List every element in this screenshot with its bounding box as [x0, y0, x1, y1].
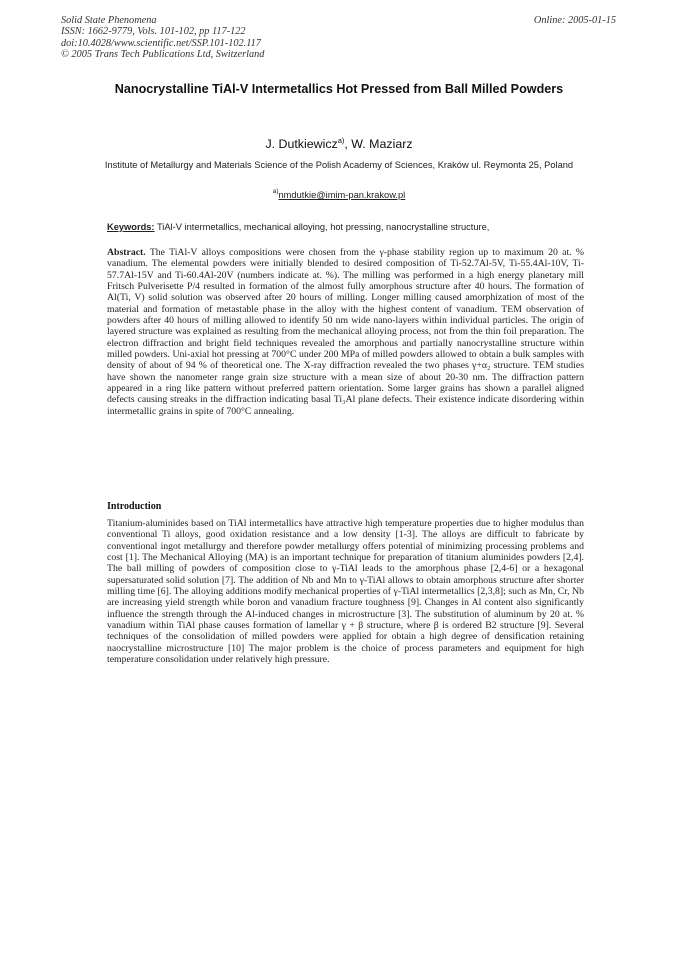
email-line: [0, 188, 678, 200]
journal-copyright: © 2005 Trans Tech Publications Ltd, Switzerland: [61, 48, 265, 60]
abstract: [107, 247, 584, 417]
email-link[interactable]: nmdutkie@imim-pan.krakow.pl: [278, 190, 406, 200]
affiliation: Institute of Metallurgy and Materials Science of the Polish Academy of Sciences, Kraków ul. Reymonta 25, Poland: [104, 160, 574, 170]
keywords-text: TiAl-V intermetallics, mechanical alloying, hot pressing, nanocrystalline structure,: [156, 222, 490, 232]
authors: [0, 136, 678, 151]
keywords: [107, 222, 577, 232]
author-1: J. Dutkiewicz: [265, 137, 338, 151]
journal-issn: ISSN: 1662-9779, Vols. 101-102, pp 117-122: [61, 26, 246, 38]
author-2: , W. Maziarz: [344, 137, 413, 151]
journal-header: [61, 15, 264, 60]
email-superscript: a): [272, 188, 279, 195]
abstract-text: The TiAl-V alloys compositions were chosen from the γ-phase stability region up to maximum 20 at. % vanadium. The elemental powders were initially blended to desired composition of Ti-52.7Al-5V, Ti-55.4Al-10V, Ti-57.7Al-15V and Ti-60.4Al-20V (numbers indicate at. %). The milling was performed in a high energy planetary mill Fritsch Pulverisette P/4 resulted in formation of the almost fully amorphous structure after 40 hours. The formation of Al(Ti, V) solid solution was observed after 20 hours of milling. Longer milling caused amorphization of most of the material and formation of metastable phase in the alloy with the highest content of vanadium. TEM observation of powders after 40 hours of milling allowed to identify 50 nm wide nano-layers within individual particles. The origin of layered structure was explained as resulting from the mechanical alloying process, not from the thin foil preparation. The electron diffraction and bright field techniques revealed the amorphous and partially nanocrystalline structure within milled powders. Uni-axial hot pressing at 700°C under 200 MPa of milled powders allowed to obtain a bulk samples with density of about of 94 % of theoretical one. The X-ray diffraction revealed the two phases γ+α₂ structure. TEM studies have shown the nanometer range grain size structure with a mean size of about 20-30 nm. The diffraction pattern appeared in a ring like pattern without preferred pattern orientation. Some larger grains has shown a parallel aligned defects causing streaks in the diffraction indicating basal Ti₃Al plane defects. Their existence indicate disordering within intermetallic grains in spite of 700°C annealing.: [107, 247, 584, 417]
intro-heading: Introduction: [107, 501, 162, 512]
abstract-label: Abstract.: [107, 247, 146, 258]
keywords-label: Keywords:: [107, 222, 155, 232]
introduction-text: Titanium-aluminides based on TiAl intermetallics have attractive high temperature properties due to higher modulus than conventional Ti alloys, good oxidation resistance and a low density [1-3]. The alloys are difficult to fabricate by conventional ingot metallurgy and therefore powder metallurgy offers potential of minimizing processing problems and cost [1]. The Mechanical Alloying (MA) is an important technique for preparation of titanium aluminides powders [2,4]. The ball milling of powders of composition close to γ-TiAl leads to the amorphous phase [2,4-6] or a hexagonal supersaturated solid solution [7]. The addition of Nb and Mn to γ-TiAl allows to obtain amorphous structure after shorter milling time [6]. The alloying additions modify mechanical properties of γ-TiAl intermetallics [2,3,8]; such as Mn, Cr, Nb are increasing yield strength while boron and vanadium fracture toughness [9]. Changes in Al content also significantly influence the strength through the Al-induced changes in microstructure [3]. The substitution of aluminum by 20 at. % vanadium within TiAl phase causes formation of lamellar γ + β structure, where β is ordered B2 structure [9]. Several techniques of the consolidation of milled powders were applied for obtain a high degree of densification retaining naocrystalline microstructure [10] The major problem is the choice of process parameters and equipment for high temperature consolidation under relatively high pressure.: [107, 518, 584, 666]
journal-doi: doi:10.4028/www.scientific.net/SSP.101-102.117: [61, 37, 261, 49]
author-1-superscript: a): [337, 136, 345, 145]
online-date: Online: 2005-01-15: [533, 15, 616, 26]
paper-title: Nanocrystalline TiAl-V Intermetallics Hot Pressed from Ball Milled Powders: [114, 82, 564, 96]
journal-name: Solid State Phenomena: [61, 15, 157, 26]
